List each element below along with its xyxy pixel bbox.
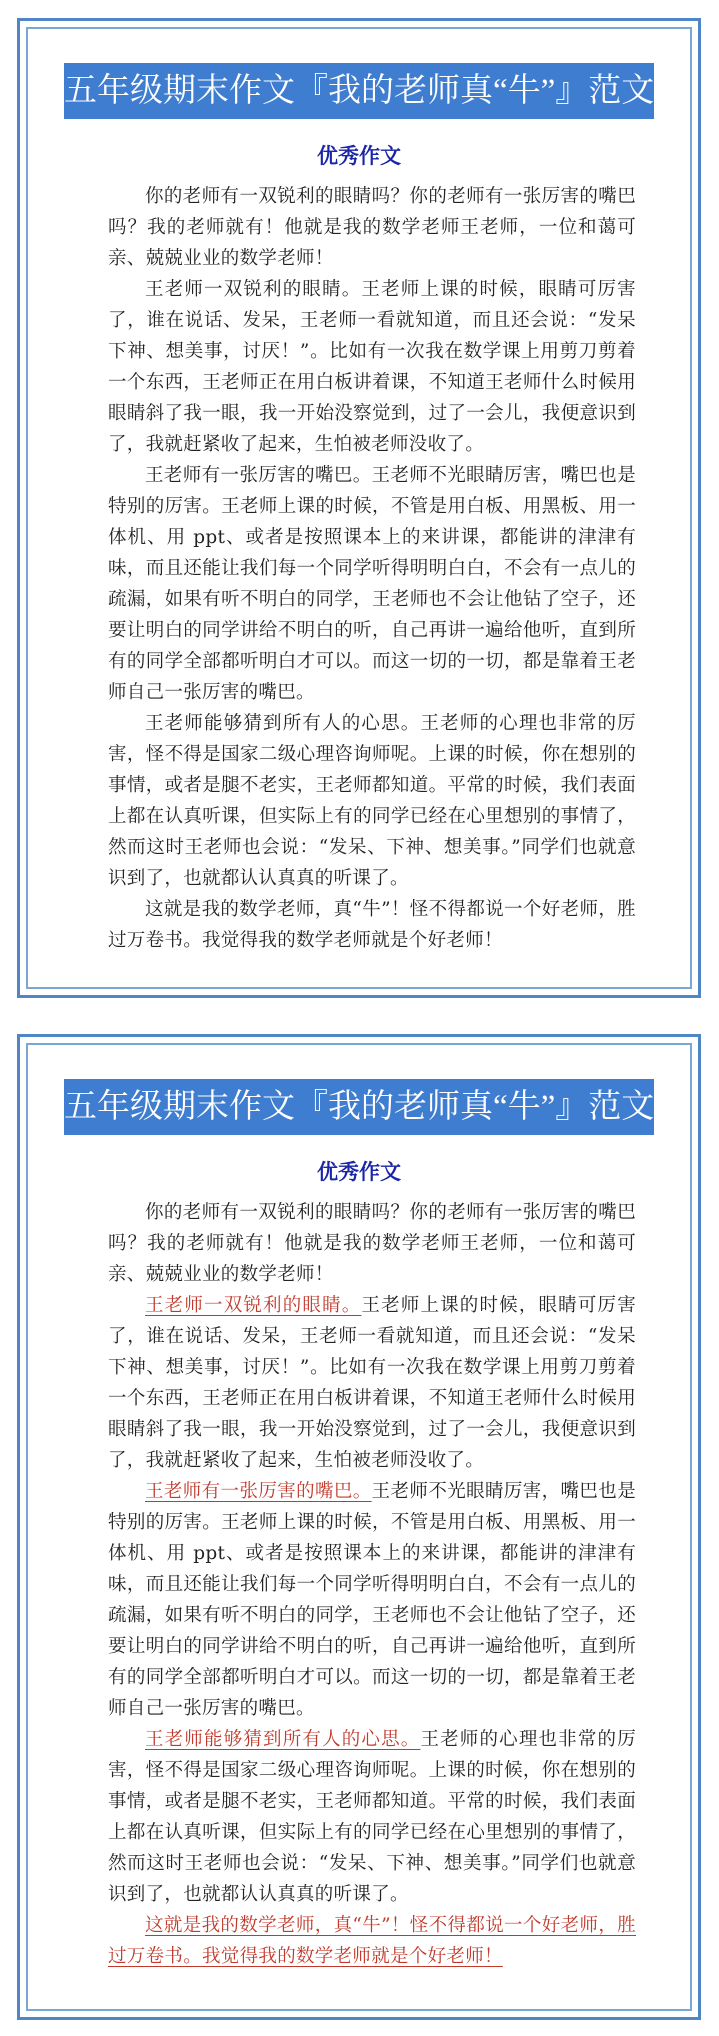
essay-paragraph [108,1290,636,1476]
essay-paragraph [108,1476,636,1724]
topic-sentence-highlight: 王老师有一张厉害的嘴巴。 [145,1481,372,1502]
essay-card-annotated [17,1034,701,2020]
essay-card-plain [17,18,701,998]
essay-paragraph [108,1724,636,1910]
paragraph-text: 王老师上课的时候，眼睛可厉害了，谁在说话、发呆，王老师一看就知道，而且还会说：“发呆下神、想美事，讨厌！”。比如有一次我在数学课上用剪刀剪着一个东西，王老师正在用白板讲着课，不知道王老师什么时候用眼睛斜了我一眼，我一开始没察觉到，过了一会儿，我便意识到了，我就赶紧收了起来，生怕被老师没收了。 [108,1295,636,1471]
essay-paragraph [108,1910,636,1972]
essay-subtitle: 优秀作文 [317,145,401,168]
topic-sentence-highlight: 这就是我的数学老师，真“牛”！怪不得都说一个好老师，胜过万卷书。我觉得我的数学老师就是个好老师！ [108,1915,636,1967]
topic-sentence-highlight: 王老师能够猜到所有人的心思。 [145,1729,421,1750]
paragraph-text: 王老师不光眼睛厉害，嘴巴也是特别的厉害。王老师上课的时候，不管是用白板、用黑板、用一体机、用 ppt、或者是按照课本上的来讲课，都能讲的津津有味，而且还能让我们每一个同学听得明明白白，不会有一点儿的疏漏，如果有听不明白的同学，王老师也不会让他钻了空子，还要让明白的同学讲给不明白的听，自己再讲一遍给他听，直到所有的同学全部都听明白才可以。而这一切的一切，都是靠着王老师自己一张厉害的嘴巴。 [108,1481,636,1719]
paragraph-text: 王老师的心理也非常的厉害，怪不得是国家二级心理咨询师呢。上课的时候，你在想别的事情，或者是腿不老实，王老师都知道。平常的时候，我们表面上都在认真听课，但实际上有的同学已经在心里想别的事情了，然而这时王老师也会说：“发呆、下神、想美事。”同学们也就意识到了，也就都认认真真的听课了。 [108,1729,636,1905]
essay-paragraph: 这就是我的数学老师，真“牛”！怪不得都说一个好老师，胜过万卷书。我觉得我的数学老师就是个好老师！ [108,899,636,951]
essay-paragraph: 王老师有一张厉害的嘴巴。王老师不光眼睛厉害，嘴巴也是特别的厉害。王老师上课的时候，不管是用白板、用黑板、用一体机、用 ppt、或者是按照课本上的来讲课，都能讲的津津有味，而且还能让我们每一个同学听得明明白白，不会有一点儿的疏漏，如果有听不明白的同学，王老师也不会让他钻了空子，还要让明白的同学讲给不明白的听，自己再讲一遍给他听，直到所有的同学全部都听明白才可以。而这一切的一切，都是靠着王老师自己一张厉害的嘴巴。 [108,465,636,703]
essay-title: 五年级期末作文『我的老师真“牛”』范文 [64,63,654,119]
essay-paragraph: 你的老师有一双锐利的眼睛吗？你的老师有一张厉害的嘴巴吗？我的老师就有！他就是我的数学老师王老师，一位和蔼可亲、兢兢业业的数学老师！ [108,186,636,269]
essay-subtitle: 优秀作文 [317,1161,401,1184]
essay-body [108,1197,636,1972]
essay-title: 五年级期末作文『我的老师真“牛”』范文 [64,1079,654,1135]
essay-paragraph: 王老师一双锐利的眼睛。王老师上课的时候，眼睛可厉害了，谁在说话、发呆，王老师一看就知道，而且还会说：“发呆下神、想美事，讨厌！”。比如有一次我在数学课上用剪刀剪着一个东西，王老师正在用白板讲着课，不知道王老师什么时候用眼睛斜了我一眼，我一开始没察觉到，过了一会儿，我便意识到了，我就赶紧收了起来，生怕被老师没收了。 [108,279,636,455]
essay-body [108,181,636,956]
topic-sentence-highlight: 王老师一双锐利的眼睛。 [145,1295,362,1316]
paragraph-text: 你的老师有一双锐利的眼睛吗？你的老师有一张厉害的嘴巴吗？我的老师就有！他就是我的数学老师王老师，一位和蔼可亲、兢兢业业的数学老师！ [108,1202,636,1285]
essay-paragraph [108,1197,636,1290]
essay-paragraph: 王老师能够猜到所有人的心思。王老师的心理也非常的厉害，怪不得是国家二级心理咨询师呢。上课的时候，你在想别的事情，或者是腿不老实，王老师都知道。平常的时候，我们表面上都在认真听课，但实际上有的同学已经在心里想别的事情了，然而这时王老师也会说：“发呆、下神、想美事。”同学们也就意识到了，也就都认认真真的听课了。 [108,713,636,889]
